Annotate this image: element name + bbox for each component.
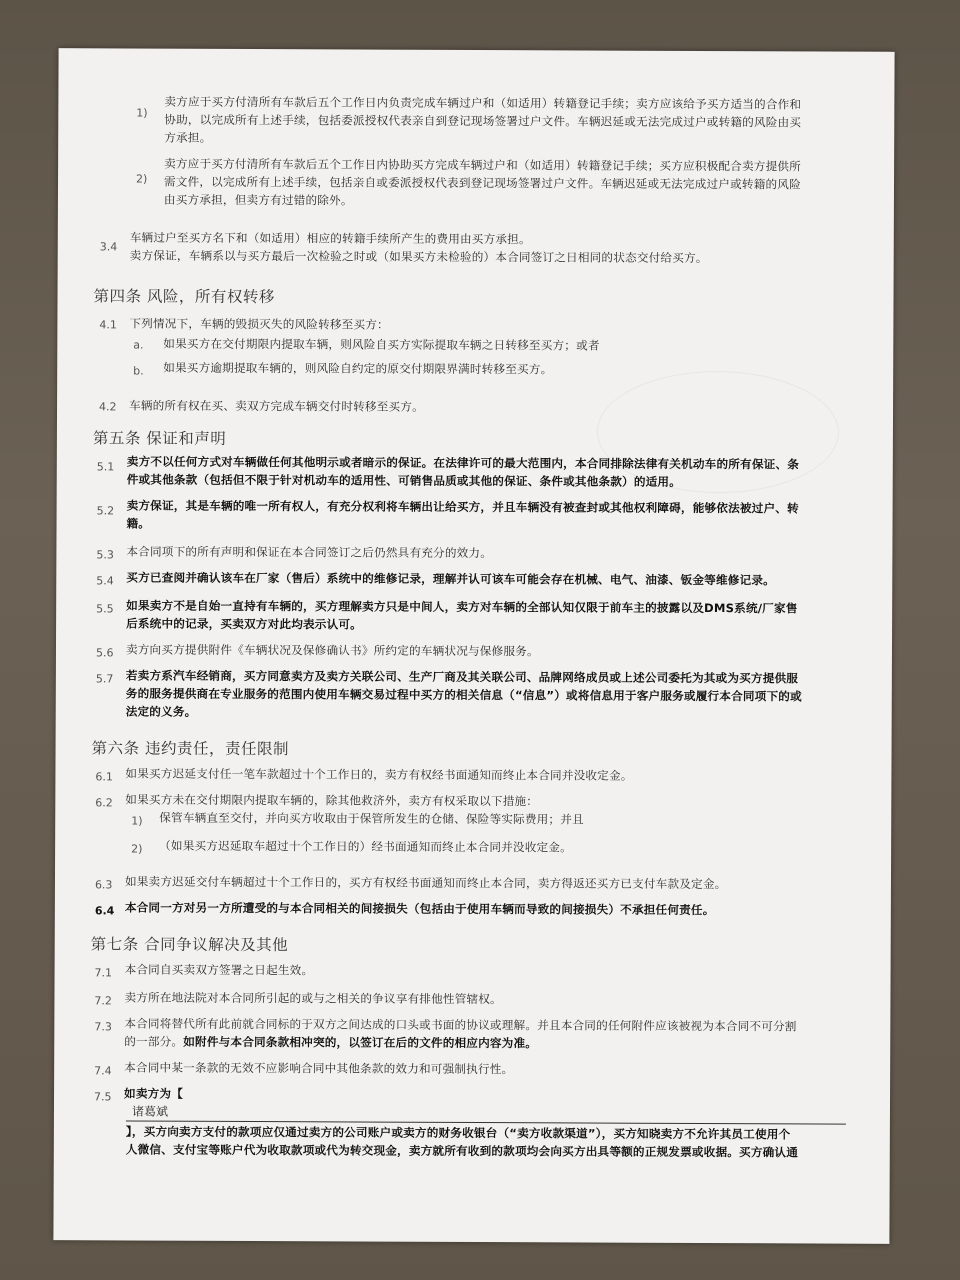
clause-7-5-body — [126, 1122, 876, 1161]
clause-number: b. — [133, 364, 144, 378]
clause-5-2 — [126, 496, 866, 535]
clause-6-2: 如果买方未在交付期限内提取车辆的，除其他救济外，卖方有权采取以下措施： — [125, 792, 539, 809]
clause-7-3 — [124, 1014, 869, 1053]
section-7-title: 第七条 合同争议解决及其他 — [90, 935, 289, 955]
text-line: 法定的义务。 — [125, 704, 197, 719]
clause-number: 6.3 — [94, 878, 113, 892]
clause-number: 7.5 — [94, 1090, 112, 1104]
clause-number: 5.4 — [96, 574, 114, 588]
text-line: 卖方不以任何方式对车辆做任何其他明示或者暗示的保证。在法律许可的最大范围内，本合同排除法律有关机动车的所有保证、条 — [126, 454, 800, 472]
text-line: 由买方承担，但卖方有过错的除外。 — [163, 192, 353, 208]
text-line: 】，买方向卖方支付的款项应仅通过卖方的公司账户或卖方的财务收银台（“卖方收款渠道”），买方知晓卖方不允许其员工使用个 — [125, 1124, 791, 1142]
text-segment-bold: 如附件与本合同条款相冲突的，以签订在后的文件的相应内容为准。 — [183, 1034, 538, 1051]
clause-3-item-2 — [164, 155, 864, 212]
clause-number: 1) — [131, 814, 143, 828]
clause-number: a. — [133, 338, 144, 352]
text-line: 如果卖方不是自始一直持有车辆的，买方理解卖方只是中间人，卖方对车辆的全部认知仅限于前车主的披露以及DMS系统/厂家售 — [126, 598, 798, 616]
clause-4-1: 下列情况下，车辆的毁损灭失的风险转移至买方： — [129, 316, 389, 332]
clause-number: 4.2 — [99, 400, 117, 414]
clause-6-1: 如果买方迟延支付任一笔车款超过十个工作日的，卖方有权经书面通知而终止本合同并没收定金。 — [125, 766, 633, 783]
clause-4-1-b: 如果买方逾期提取车辆的，则风险自约定的原交付期限界满时转移至买方。 — [163, 360, 553, 377]
clause-number: 7.2 — [94, 994, 112, 1008]
clause-number: 2) — [136, 172, 148, 186]
clause-number: 6.4 — [94, 904, 115, 918]
text-line: 卖方应于买方付清所有车款后五个工作日内负责完成车辆过户和（如适用）转籍登记手续；卖方应该给予买方适当的合作和 — [164, 94, 802, 112]
clause-7-1: 本合同自买卖双方签署之日起生效。 — [124, 962, 314, 978]
clause-number: 6.2 — [95, 796, 113, 810]
text-line: 卖方保证，车辆系以与买方最后一次检验之时或（如果买方未检验的）本合同签订之日相同的状态交付给买方。 — [129, 248, 708, 266]
clause-5-4: 买方已查阅并确认该车在厂家（售后）系统中的维修记录，理解并认可该车可能会存在机械、电气、油漆、钣金等维修记录。 — [126, 570, 775, 588]
clause-4-2: 车辆的所有权在买、卖双方完成车辆交付时转移至买方。 — [129, 398, 424, 414]
clause-number: 2) — [131, 842, 143, 856]
text-line: 若卖方系汽车经销商，买方同意卖方及卖方关联公司、生产厂商及其关联公司、品牌网络成员或上述公司委托为其或为买方提供服 — [125, 668, 799, 686]
clause-3-4 — [130, 228, 860, 267]
text-line: 件或其他条款（包括但不限于针对机动车的适用性、可销售品质或其他的保证、条件或其他条款）的适用。 — [126, 472, 682, 489]
clause-7-2: 卖方所在地法院对本合同所引起的或与之相关的争议享有排他性管辖权。 — [124, 990, 502, 1007]
text-line: 籍。 — [126, 516, 151, 531]
clause-number: 5.3 — [96, 548, 114, 562]
clause-number: 5.7 — [95, 672, 114, 686]
clause-3-item-1 — [164, 93, 864, 150]
contract-page — [53, 48, 894, 1244]
section-4-title: 第四条 风险，所有权转移 — [93, 287, 275, 307]
clause-6-2-2: （如果买方迟延取车超过十个工作日的）经书面通知而终止本合同并没收定金。 — [159, 838, 572, 855]
clause-number: 5.1 — [96, 460, 115, 474]
text-line — [124, 1032, 869, 1053]
text-line: 本合同将替代所有此前就合同标的于双方之间达成的口头或书面的协议或理解。并且本合同的任何附件应该被视为本合同不可分割 — [124, 1016, 797, 1034]
text-line: 方承担。 — [164, 130, 212, 145]
clause-7-4: 本合同中某一条款的无效不应影响合同中其他条款的效力和可强制执行性。 — [124, 1060, 514, 1077]
clause-number: 5.2 — [96, 504, 115, 518]
text-line: 车辆过户至买方名下和（如适用）相应的转籍手续所产生的费用由买方承担。 — [129, 230, 531, 247]
text-line: 人微信、支付宝等账户代为收取款项或代为转交现金，卖方就所有收到的款项均会向买方出具等额的正规发票或收据。买方确认通 — [125, 1142, 799, 1160]
text-line: 务的服务提供商在专业服务的范围内使用车辆交易过程中买方的相关信息（“信息”）或将信息用于客户服务或履行本合同项下的或 — [125, 686, 802, 704]
clause-number: 4.1 — [99, 318, 117, 332]
contract-body — [59, 48, 895, 1160]
clause-number: 1) — [136, 106, 148, 120]
clause-5-1 — [127, 452, 867, 491]
text-line: 卖方保证，其是车辆的唯一所有权人，有充分权利将车辆出让给买方，并且车辆没有被查封或其他权利障碍，能够依法被过户、转 — [126, 498, 799, 516]
text-line: 后系统中的记录，买卖双方对此均表示认可。 — [126, 616, 363, 632]
clause-5-5 — [126, 596, 866, 635]
clause-7-5-label: 如卖方为【 — [124, 1086, 184, 1101]
clause-number: 7.3 — [94, 1020, 112, 1034]
clause-number: 7.4 — [94, 1064, 112, 1078]
clause-4-1-a: 如果买方在交付期限内提取车辆，则风险自买方实际提取车辆之日转移至买方；或者 — [163, 336, 600, 353]
text-segment: 的一部分。 — [124, 1034, 184, 1049]
clause-5-7 — [126, 666, 871, 723]
clause-6-3: 如果卖方迟延交付车辆超过十个工作日的，买方有权经书面通知而终止本合同，卖方得返还买方已支付车款及定金。 — [124, 874, 727, 892]
clause-6-4: 本合同一方对另一方所遭受的与本合同相关的间接损失（包括由于使用车辆而导致的间接损失）不承担任何责任。 — [124, 900, 715, 918]
text-line: 需文件，以完成所有上述手续，包括亲自或委派授权代表到登记现场签署过户文件。车辆迟延或无法完成过户或转籍的风险 — [163, 174, 801, 192]
clause-5-3: 本合同项下的所有声明和保证在本合同签订之后仍然具有充分的效力。 — [126, 544, 493, 561]
clause-5-6: 卖方向买方提供附件《车辆状况及保修确认书》所约定的车辆状况与保修服务。 — [125, 642, 539, 659]
clause-6-2-1: 保管车辆直至交付，并向买方收取由于保管所发生的仓储、保险等实际费用；并且 — [159, 810, 584, 827]
seller-name-handwritten: 诸葛斌 — [131, 1104, 169, 1119]
text-line: 协助，以完成所有上述手续，包括委派授权代表亲自到登记现场签署过户文件。车辆迟延或无法完成过户或转籍的风险由买 — [164, 112, 802, 130]
clause-number: 7.1 — [94, 966, 113, 980]
section-6-title: 第六条 违约责任，责任限制 — [91, 739, 290, 759]
section-5-title: 第五条 保证和声明 — [92, 429, 227, 448]
clause-number: 6.1 — [95, 770, 113, 784]
text-line: 卖方应于买方付清所有车款后五个工作日内协助买方完成车辆过户和（如适用）转籍登记手续；买方应积极配合卖方提供所 — [164, 156, 802, 174]
clause-number: 5.5 — [96, 602, 114, 616]
clause-number: 5.6 — [95, 646, 114, 660]
clause-number: 3.4 — [99, 240, 118, 254]
